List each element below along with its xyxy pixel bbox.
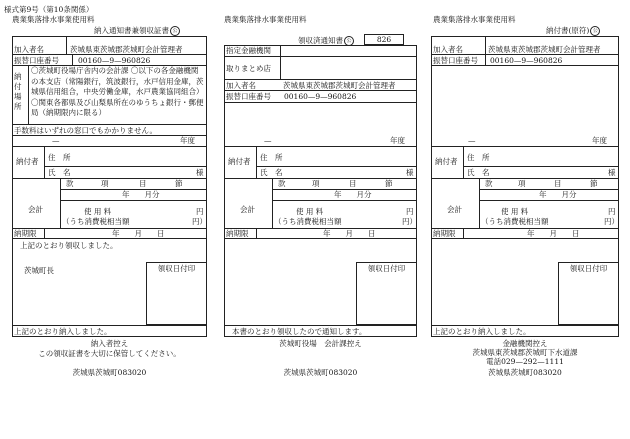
slip-header: 農業集落排水事業使用料 xyxy=(433,15,516,24)
copy-phone: 電話029—292—1111 xyxy=(486,357,564,366)
public-mark-icon: 公 xyxy=(344,36,354,46)
account-label: 振替口座番号 xyxy=(226,92,271,101)
tax-label: （うち消費税相当額 xyxy=(274,217,342,226)
receipt-stamp-label: 領収日付印 xyxy=(367,264,406,273)
public-mark-icon: 公 xyxy=(590,26,600,36)
tax-label: （うち消費税相当額 xyxy=(481,217,549,226)
slip-footer: 茨城県茨城町083020 xyxy=(283,368,358,377)
slip-title: 納付書(原符) 公 xyxy=(546,26,600,36)
fee-label: 使 用 料 xyxy=(501,207,529,216)
account-value: 00160—9—960826 xyxy=(284,92,357,101)
deadline-label: 納期限 xyxy=(433,229,456,238)
subscriber-value: 茨城県東茨城郡茨城町会計管理者 xyxy=(283,81,396,90)
slip-title: 納入通知書兼領収証書 公 xyxy=(94,26,180,36)
address-label: 住 所 xyxy=(467,153,490,162)
honorific: 様 xyxy=(196,168,204,177)
fiscal-year: 年度 xyxy=(180,136,195,145)
tax-label: （うち消費税相当額 xyxy=(62,217,130,226)
deadline-label: 納期限 xyxy=(14,229,37,238)
agent-label: 取りまとめ店 xyxy=(226,64,271,73)
fee-label: 使 用 料 xyxy=(84,207,112,216)
slip-footer: 茨城県茨城町083020 xyxy=(72,368,147,377)
subscriber-value: 茨城県東茨城郡茨城町会計管理者 xyxy=(70,45,183,54)
deadline-date: 年 月 日 xyxy=(323,229,376,238)
payer-label: 納付者 xyxy=(228,157,251,166)
deadline-date: 年 月 日 xyxy=(527,229,580,238)
total-label: 会計 xyxy=(240,205,255,214)
mayor-label: 茨城町長 xyxy=(24,266,54,275)
slip-title: 領収済通知書 公 xyxy=(298,36,354,46)
account-label: 振替口座番号 xyxy=(14,56,59,65)
account-label: 振替口座番号 xyxy=(433,56,478,65)
year-month: 年 月分 xyxy=(334,190,372,199)
name-label: 氏 名 xyxy=(467,168,490,177)
paid-note: 上記のとおり納入しました。 xyxy=(433,327,531,336)
receipt-stamp-label: 領収日付印 xyxy=(157,264,196,273)
account-value: 00160—9—960826 xyxy=(490,56,563,65)
subscriber-value: 茨城県東茨城郡茨城町会計管理者 xyxy=(488,45,601,54)
honorific: 様 xyxy=(608,168,616,177)
slip-header: 農業集落排水事業使用料 xyxy=(224,15,307,24)
year-month: 年 月分 xyxy=(539,190,577,199)
fiscal-year: 年度 xyxy=(592,136,607,145)
slip-header: 農業集落排水事業使用料 xyxy=(12,15,95,24)
copy-title: 茨城町役場 会計課控え xyxy=(279,339,362,348)
copy-address: 茨城県東茨城郡茨城町下水道課 xyxy=(472,348,578,357)
slip-code: 826 xyxy=(376,35,392,44)
copy-instruction: この領収証書を大切に保管してください。 xyxy=(38,349,181,358)
subscriber-label: 加入者名 xyxy=(226,81,256,90)
address-label: 住 所 xyxy=(48,153,71,162)
payment-place-label: 納付場所 xyxy=(14,72,22,111)
fiscal-year: 年度 xyxy=(390,136,405,145)
honorific: 様 xyxy=(406,168,414,177)
public-mark-icon: 公 xyxy=(170,26,180,36)
deadline-label: 納期限 xyxy=(226,229,249,238)
fee-label: 使 用 料 xyxy=(296,207,324,216)
form-number: 様式第9号（第10条関係） xyxy=(4,5,94,14)
notice-note: 本書のとおり領収したので通知します。 xyxy=(232,327,367,336)
account-value: 00160—9—960826 xyxy=(78,56,151,65)
payer-label: 納付者 xyxy=(16,157,39,166)
total-label: 会計 xyxy=(28,205,43,214)
paid-note: 上記のとおり納入しました。 xyxy=(14,327,112,336)
year-month: 年 月分 xyxy=(122,190,160,199)
deadline-date: 年 月 日 xyxy=(112,229,165,238)
copy-title: 納入者控え xyxy=(90,339,129,348)
payer-label: 納付者 xyxy=(435,157,458,166)
slip-footer: 茨城県茨城町083020 xyxy=(488,368,562,377)
receipt-note: 上記のとおり領収しました。 xyxy=(20,241,118,250)
address-label: 住 所 xyxy=(260,153,283,162)
bank-label: 指定金融機関 xyxy=(226,46,271,55)
subscriber-label: 加入者名 xyxy=(14,45,44,54)
payment-places: 〇茨城町役場庁舎内の会計課 〇以下の各金融機関の本支店（常陽銀行，筑波銀行，水戸信用金庫，茨城県信用組合，中央労働金庫，水戸農業協同組合） 〇関東各都県及び山梨県所在のゆうちょ銀行・郵便局（納期限内に限る） xyxy=(31,66,204,117)
copy-title: 金融機関控え xyxy=(502,339,548,348)
name-label: 氏 名 xyxy=(260,168,283,177)
receipt-stamp-label: 領収日付印 xyxy=(569,264,608,273)
name-label: 氏 名 xyxy=(48,168,71,177)
total-label: 会計 xyxy=(447,205,462,214)
fee-note: 手数料はいずれの窓口でもかかりません。 xyxy=(14,126,157,135)
subscriber-label: 加入者名 xyxy=(433,45,463,54)
